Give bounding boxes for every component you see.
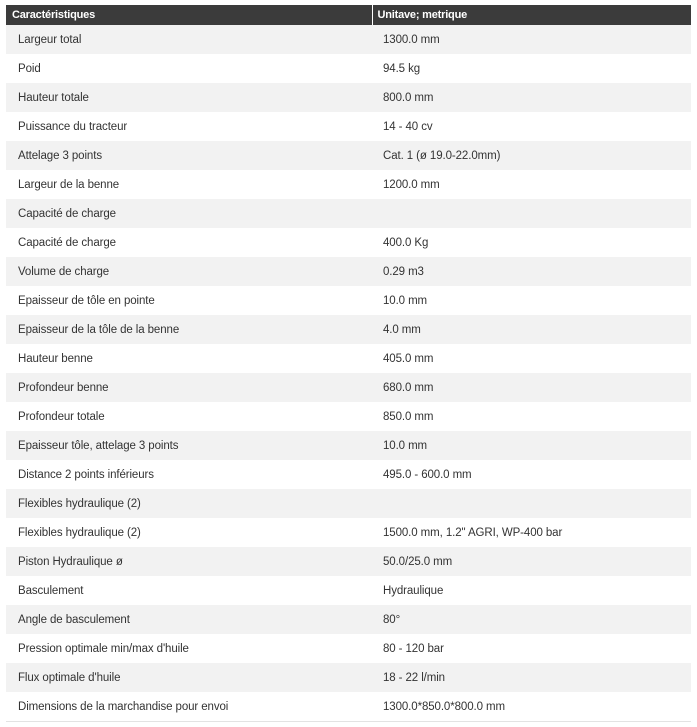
spec-label: Flexibles hydraulique (2)	[6, 518, 372, 547]
table-row	[6, 634, 691, 663]
spec-value: 14 - 40 cv	[372, 112, 691, 141]
spec-value: 1500.0 mm, 1.2" AGRI, WP-400 bar	[372, 518, 691, 547]
spec-label: Puissance du tracteur	[6, 112, 372, 141]
table-row	[6, 547, 691, 576]
table-row	[6, 489, 691, 518]
spec-value: 4.0 mm	[372, 315, 691, 344]
table-row	[6, 663, 691, 692]
spec-label: Largeur de la benne	[6, 170, 372, 199]
spec-label: Piston Hydraulique ø	[6, 547, 372, 576]
spec-value: 400.0 Kg	[372, 228, 691, 257]
spec-value: 1200.0 mm	[372, 170, 691, 199]
table-row	[6, 83, 691, 112]
table-row	[6, 315, 691, 344]
spec-label: Dimensions de la marchandise pour envoi	[6, 692, 372, 722]
table-row	[6, 692, 691, 722]
spec-label: Profondeur totale	[6, 402, 372, 431]
spec-value: 1300.0 mm	[372, 25, 691, 54]
spec-value: Cat. 1 (ø 19.0-22.0mm)	[372, 141, 691, 170]
spec-value: 80°	[372, 605, 691, 634]
table-row	[6, 141, 691, 170]
table-row	[6, 460, 691, 489]
spec-value: 405.0 mm	[372, 344, 691, 373]
spec-label: Volume de charge	[6, 257, 372, 286]
spec-value	[372, 489, 691, 518]
spec-value: Hydraulique	[372, 576, 691, 605]
spec-label: Profondeur benne	[6, 373, 372, 402]
table-body	[6, 25, 691, 722]
spec-value: 94.5 kg	[372, 54, 691, 83]
table-row	[6, 25, 691, 54]
spec-label: Largeur total	[6, 25, 372, 54]
spec-value: 10.0 mm	[372, 286, 691, 315]
spec-value: 10.0 mm	[372, 431, 691, 460]
spec-value: 800.0 mm	[372, 83, 691, 112]
table-row	[6, 431, 691, 460]
spec-label: Pression optimale min/max d'huile	[6, 634, 372, 663]
spec-label: Hauteur benne	[6, 344, 372, 373]
spec-value	[372, 199, 691, 228]
spec-label: Capacité de charge	[6, 228, 372, 257]
spec-value: 50.0/25.0 mm	[372, 547, 691, 576]
table-row	[6, 112, 691, 141]
spec-label: Flux optimale d'huile	[6, 663, 372, 692]
table-row	[6, 54, 691, 83]
table-row	[6, 286, 691, 315]
spec-label: Epaisseur de tôle en pointe	[6, 286, 372, 315]
table-header	[6, 5, 691, 25]
table-row	[6, 228, 691, 257]
table-row	[6, 576, 691, 605]
spec-label: Epaisseur tôle, attelage 3 points	[6, 431, 372, 460]
spec-label: Attelage 3 points	[6, 141, 372, 170]
spec-label: Basculement	[6, 576, 372, 605]
table-row	[6, 257, 691, 286]
spec-label: Hauteur totale	[6, 83, 372, 112]
spec-value: 18 - 22 l/min	[372, 663, 691, 692]
table-row	[6, 605, 691, 634]
spec-value: 80 - 120 bar	[372, 634, 691, 663]
spec-value: 495.0 - 600.0 mm	[372, 460, 691, 489]
spec-value: 1300.0*850.0*800.0 mm	[372, 692, 691, 722]
table-row	[6, 344, 691, 373]
spec-label: Flexibles hydraulique (2)	[6, 489, 372, 518]
table-row	[6, 402, 691, 431]
table-row	[6, 373, 691, 402]
spec-value: 0.29 m3	[372, 257, 691, 286]
spec-label: Epaisseur de la tôle de la benne	[6, 315, 372, 344]
spec-label: Capacité de charge	[6, 199, 372, 228]
specifications-table	[6, 5, 691, 722]
spec-value: 680.0 mm	[372, 373, 691, 402]
spec-label: Poid	[6, 54, 372, 83]
header-characteristics: Caractéristiques	[6, 5, 372, 25]
table-row	[6, 518, 691, 547]
spec-label: Angle de basculement	[6, 605, 372, 634]
table-row	[6, 170, 691, 199]
header-row	[6, 5, 691, 25]
table-row	[6, 199, 691, 228]
spec-value: 850.0 mm	[372, 402, 691, 431]
header-unit-metric: Unitave; metrique	[372, 5, 691, 25]
spec-label: Distance 2 points inférieurs	[6, 460, 372, 489]
